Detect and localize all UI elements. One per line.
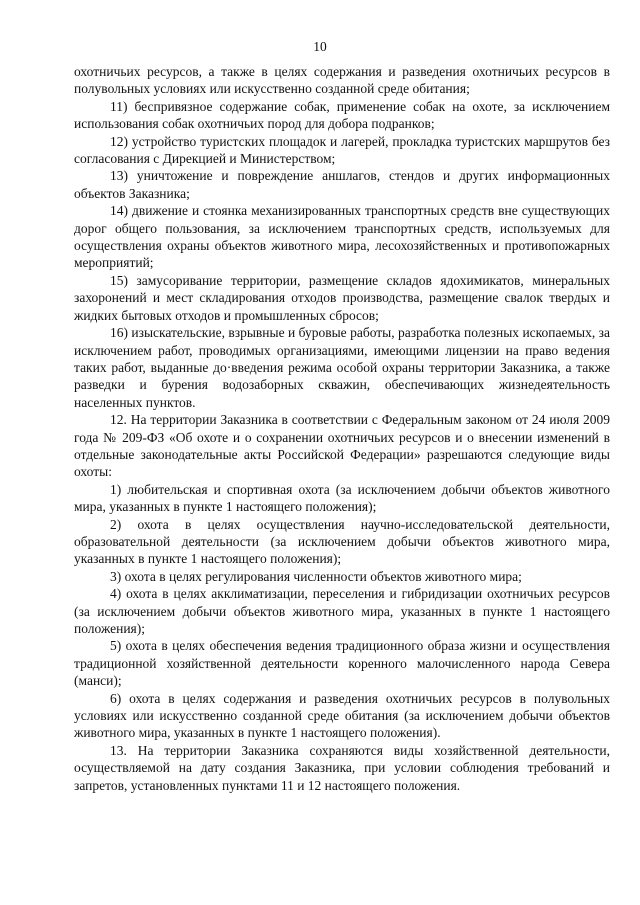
item-12-2: 2) охота в целях осуществления научно-исследовательской деятельности, образовательной деятельности (за исключением добычи объектов животного мира, указанных в пункте 1 настоящего положения);	[74, 516, 610, 567]
page-number: 10	[313, 39, 327, 54]
item-11-15: 15) замусоривание территории, размещение складов ядохимикатов, минеральных захоронений и мест складирования отходов производства, размещение свалок твердых и жидких бытовых отходов и промышленных сбросов;	[74, 272, 610, 323]
item-11-14: 14) движение и стоянка механизированных транспортных средств вне существующих дорог общего пользования, за исключением транспортных средств, используемых для осуществления охраны объектов животного мира, лесохозяйственных и противопожарных мероприятий;	[74, 203, 610, 271]
section-13: 13. На территории Заказника сохраняются виды хозяйственной деятельности, осуществляемой на дату создания Заказника, при условии соблюдения требований и запретов, установленных пунктами 11 и 12 настоящего положения.	[74, 742, 610, 793]
item-11-11: 11) беспривязное содержание собак, применение собак на охоте, за исключением использования собак охотничьих пород для добора подранков;	[74, 98, 610, 132]
item-12-4: 4) охота в целях акклиматизации, переселения и гибридизации охотничьих ресурсов (за исключением добычи объектов животного мира, указанных в пункте 1 настоящего положения);	[74, 586, 610, 636]
item-12-1: 1) любительская и спортивная охота (за исключением добычи объектов животного мира, указанных в пункте 1 настоящего положения);	[74, 481, 610, 515]
paragraph-continuation: охотничьих ресурсов, а также в целях содержания и разведения охотничьих ресурсов в полувольных условиях или искусственно созданной среде обитания;	[74, 64, 610, 97]
document-body	[74, 63, 610, 794]
item-11-16: 16) изыскательские, взрывные и буровые работы, разработка полезных ископаемых, за исключением работ, проводимых организациями, имеющими лицензии на право ведения таких работ, выданные до·введения режима особой охраны территории Заказника, а также разведки и бурения водозаборных скважин, обеспечивающих жизнедеятельность населенных пунктов.	[74, 325, 610, 410]
item-12-3: 3) охота в целях регулирования численности объектов животного мира;	[110, 568, 522, 584]
item-12-6: 6) охота в целях содержания и разведения охотничьих ресурсов в полувольных условиях или искусственно созданной среде обитания (за исключением добычи объектов животного мира, указанных в пункте 1 настоящего положения).	[74, 690, 610, 741]
item-12-5: 5) охота в целях обеспечения ведения традиционного образа жизни и осуществления традиционной хозяйственной деятельности коренного малочисленного народа Севера (манси);	[74, 638, 610, 689]
section-12: 12. На территории Заказника в соответствии с Федеральным законом от 24 июля 2009 года № 209-ФЗ «Об охоте и о сохранении охотничьих ресурсов и о внесении изменений в отдельные законодательные акты Российской Федерации» разрешаются следующие виды охоты:	[74, 412, 610, 480]
item-11-13: 13) уничтожение и повреждение аншлагов, стендов и других информационных объектов Заказника;	[74, 168, 610, 201]
item-11-12: 12) устройство туристских площадок и лагерей, прокладка туристских маршрутов без согласования с Дирекцией и Министерством;	[74, 133, 610, 167]
